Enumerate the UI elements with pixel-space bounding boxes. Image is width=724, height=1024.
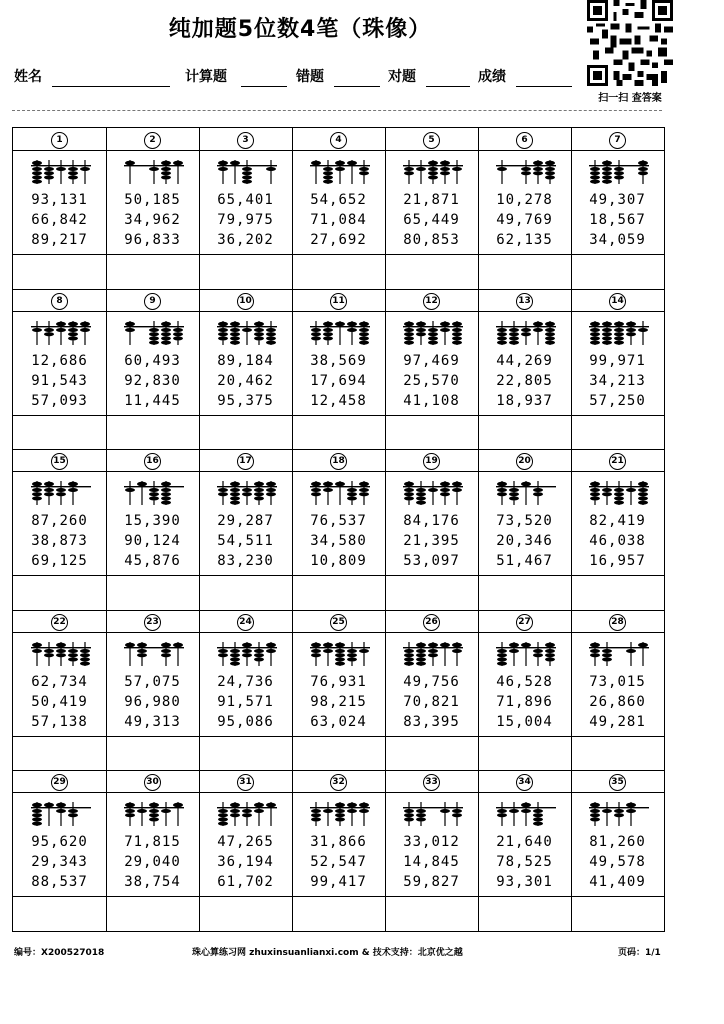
wrong-label: 错题	[296, 69, 324, 85]
addend-list	[385, 832, 478, 892]
addend-list	[199, 190, 292, 250]
addend-list	[106, 832, 199, 892]
answer-box[interactable]	[385, 896, 478, 930]
problem-cell	[571, 610, 664, 738]
addend-list	[199, 832, 292, 892]
problem-cell	[13, 128, 106, 256]
problem-cell	[478, 289, 571, 417]
right-label: 对题	[388, 69, 416, 85]
answer-box[interactable]	[199, 575, 292, 609]
footer-site: 珠心算练习网 zhuxinsuanlianxi.com & 技术支持：北京优之越	[192, 948, 463, 958]
addend-value: 10,809	[310, 553, 367, 570]
addend-value: 99,971	[589, 352, 646, 369]
problem-number: 27	[516, 614, 533, 631]
addend-value: 49,756	[403, 673, 460, 690]
addend-value: 38,754	[124, 874, 181, 891]
addend-value: 78,525	[496, 854, 553, 871]
addend-value: 49,313	[124, 713, 181, 730]
addend-value: 22,805	[496, 372, 553, 389]
problem-cell	[292, 128, 385, 256]
addend-value: 25,570	[403, 372, 460, 389]
addend-value: 38,873	[31, 533, 88, 550]
answer-box[interactable]	[292, 896, 385, 930]
addend-value: 36,202	[217, 232, 274, 248]
addend-list	[13, 511, 106, 571]
abacus-bead-icon	[478, 319, 571, 345]
addend-value: 93,131	[31, 192, 88, 208]
answer-box[interactable]	[385, 415, 478, 449]
answer-box[interactable]	[106, 254, 199, 288]
addend-value: 57,075	[124, 673, 181, 690]
addend-value: 98,215	[310, 693, 367, 710]
answer-box[interactable]	[571, 575, 664, 609]
addend-value: 49,769	[496, 212, 553, 228]
addend-list	[13, 190, 106, 250]
problem-cell	[292, 449, 385, 577]
addend-list	[571, 190, 664, 250]
abacus-bead-icon	[478, 640, 571, 666]
answer-box[interactable]	[199, 415, 292, 449]
answer-box[interactable]	[199, 736, 292, 770]
addend-value: 65,449	[403, 212, 460, 228]
abacus-bead-icon	[571, 319, 664, 345]
addend-value: 33,012	[403, 834, 460, 851]
addend-value: 34,059	[589, 232, 646, 248]
problem-cell	[478, 128, 571, 256]
addend-list	[385, 190, 478, 250]
addend-value: 59,827	[403, 874, 460, 891]
answer-box[interactable]	[571, 736, 664, 770]
problem-number: 4	[330, 132, 347, 149]
addend-value: 92,830	[124, 372, 181, 389]
abacus-bead-icon	[571, 800, 664, 826]
addend-list	[385, 351, 478, 411]
problem-number: 11	[330, 293, 347, 310]
answer-box[interactable]	[385, 254, 478, 288]
addend-value: 62,135	[496, 232, 553, 248]
problem-number: 5	[423, 132, 440, 149]
addend-value: 49,578	[589, 854, 646, 871]
answer-box[interactable]	[292, 575, 385, 609]
abacus-bead-icon	[292, 158, 385, 184]
addend-value: 21,871	[403, 192, 460, 208]
addend-value: 62,734	[31, 673, 88, 690]
answer-box[interactable]	[13, 575, 106, 609]
addend-value: 71,896	[496, 693, 553, 710]
problem-cell	[13, 770, 106, 898]
addend-value: 57,250	[589, 392, 646, 409]
problem-cell	[571, 289, 664, 417]
problem-number: 10	[237, 293, 254, 310]
addend-list	[571, 672, 664, 732]
addend-value: 69,125	[31, 553, 88, 570]
addend-list	[292, 672, 385, 732]
addend-value: 16,957	[589, 553, 646, 570]
problem-cell	[106, 770, 199, 898]
abacus-bead-icon	[199, 640, 292, 666]
addend-list	[292, 511, 385, 571]
addend-value: 54,511	[217, 533, 274, 550]
addend-list	[478, 672, 571, 732]
addend-list	[106, 190, 199, 250]
addend-value: 83,395	[403, 713, 460, 730]
addend-value: 24,736	[217, 673, 274, 690]
problem-number: 34	[516, 774, 533, 791]
addend-list	[106, 672, 199, 732]
addend-value: 10,278	[496, 192, 553, 208]
answer-box[interactable]	[106, 896, 199, 930]
abacus-bead-icon	[106, 158, 199, 184]
addend-value: 34,962	[124, 212, 181, 228]
addend-value: 54,652	[310, 192, 367, 208]
problem-number: 1	[51, 132, 68, 149]
answer-box[interactable]	[571, 254, 664, 288]
problem-cell	[199, 128, 292, 256]
addend-value: 99,417	[310, 874, 367, 891]
answer-box[interactable]	[292, 736, 385, 770]
abacus-bead-icon	[385, 479, 478, 505]
score-field[interactable]	[516, 86, 572, 87]
addend-value: 50,185	[124, 192, 181, 208]
addend-list	[106, 351, 199, 411]
problem-cell	[13, 610, 106, 738]
problem-cell	[292, 289, 385, 417]
wrong-field[interactable]	[334, 86, 380, 87]
addend-value: 91,571	[217, 693, 274, 710]
addend-value: 96,980	[124, 693, 181, 710]
problem-cell	[571, 770, 664, 898]
problem-number: 26	[423, 614, 440, 631]
problem-number: 22	[51, 614, 68, 631]
name-field[interactable]	[52, 86, 170, 87]
abacus-bead-icon	[385, 800, 478, 826]
abacus-bead-icon	[199, 158, 292, 184]
addend-list	[478, 511, 571, 571]
problem-number: 9	[144, 293, 161, 310]
footer-page: 页码：1/1	[618, 948, 661, 958]
abacus-bead-icon	[13, 640, 106, 666]
answer-box[interactable]	[13, 254, 106, 288]
problem-cell	[385, 128, 478, 256]
answer-box[interactable]	[13, 736, 106, 770]
problem-number: 28	[609, 614, 626, 631]
addend-value: 14,845	[403, 854, 460, 871]
addend-value: 91,543	[31, 372, 88, 389]
abacus-bead-icon	[13, 800, 106, 826]
addend-value: 90,124	[124, 533, 181, 550]
abacus-bead-icon	[106, 640, 199, 666]
addend-value: 51,467	[496, 553, 553, 570]
addend-value: 70,821	[403, 693, 460, 710]
abacus-bead-icon	[385, 158, 478, 184]
problem-cell	[478, 770, 571, 898]
addend-value: 38,569	[310, 352, 367, 369]
problem-cell	[199, 289, 292, 417]
addend-value: 45,876	[124, 553, 181, 570]
addend-list	[292, 190, 385, 250]
abacus-bead-icon	[478, 800, 571, 826]
calc-label: 计算题	[185, 69, 227, 85]
problem-number: 32	[330, 774, 347, 791]
addend-value: 57,093	[31, 392, 88, 409]
addend-value: 89,184	[217, 352, 274, 369]
addend-list	[199, 511, 292, 571]
problem-number: 12	[423, 293, 440, 310]
answer-box[interactable]	[292, 415, 385, 449]
problem-cell	[571, 128, 664, 256]
addend-list	[478, 832, 571, 892]
answer-box[interactable]	[478, 575, 571, 609]
addend-value: 46,528	[496, 673, 553, 690]
addend-value: 49,281	[589, 713, 646, 730]
addend-value: 83,230	[217, 553, 274, 570]
problem-number: 15	[51, 453, 68, 470]
addend-value: 18,937	[496, 392, 553, 409]
problem-cell	[385, 289, 478, 417]
problem-number: 35	[609, 774, 626, 791]
addend-value: 57,138	[31, 713, 88, 730]
problem-cell	[199, 610, 292, 738]
addend-value: 76,931	[310, 673, 367, 690]
addend-value: 65,401	[217, 192, 274, 208]
addend-value: 21,640	[496, 834, 553, 851]
addend-list	[571, 832, 664, 892]
addend-value: 71,815	[124, 834, 181, 851]
addend-value: 12,458	[310, 392, 367, 409]
problem-number: 16	[144, 453, 161, 470]
abacus-bead-icon	[199, 319, 292, 345]
problem-number: 20	[516, 453, 533, 470]
problem-number: 23	[144, 614, 161, 631]
problem-number: 17	[237, 453, 254, 470]
answer-box[interactable]	[571, 415, 664, 449]
problem-number: 2	[144, 132, 161, 149]
abacus-bead-icon	[292, 800, 385, 826]
problem-number: 25	[330, 614, 347, 631]
abacus-bead-icon	[13, 158, 106, 184]
problem-cell	[199, 770, 292, 898]
abacus-bead-icon	[199, 800, 292, 826]
addend-value: 95,620	[31, 834, 88, 851]
problem-number: 21	[609, 453, 626, 470]
addend-value: 95,086	[217, 713, 274, 730]
problem-cell	[106, 610, 199, 738]
problem-number: 13	[516, 293, 533, 310]
problem-cell	[106, 449, 199, 577]
addend-list	[106, 511, 199, 571]
qr-label: 扫一扫 查答案	[598, 93, 662, 104]
answer-box[interactable]	[478, 896, 571, 930]
addend-value: 87,260	[31, 513, 88, 530]
addend-list	[385, 672, 478, 732]
abacus-bead-icon	[478, 479, 571, 505]
addend-value: 20,346	[496, 533, 553, 550]
problem-number: 7	[609, 132, 626, 149]
addend-value: 93,301	[496, 874, 553, 891]
abacus-bead-icon	[478, 158, 571, 184]
answer-box[interactable]	[106, 575, 199, 609]
abacus-bead-icon	[199, 479, 292, 505]
addend-list	[199, 351, 292, 411]
problem-number: 18	[330, 453, 347, 470]
problem-cell	[385, 449, 478, 577]
answer-box[interactable]	[385, 736, 478, 770]
answer-box[interactable]	[571, 896, 664, 930]
addend-value: 34,213	[589, 372, 646, 389]
problem-number: 8	[51, 293, 68, 310]
addend-value: 29,040	[124, 854, 181, 871]
addend-value: 50,419	[31, 693, 88, 710]
abacus-bead-icon	[571, 640, 664, 666]
problem-number: 6	[516, 132, 533, 149]
problem-number: 19	[423, 453, 440, 470]
addend-list	[478, 190, 571, 250]
addend-list	[292, 351, 385, 411]
problem-cell	[106, 289, 199, 417]
problem-cell	[385, 770, 478, 898]
answer-box[interactable]	[478, 254, 571, 288]
abacus-bead-icon	[292, 479, 385, 505]
addend-value: 66,842	[31, 212, 88, 228]
addend-list	[571, 511, 664, 571]
problem-number: 24	[237, 614, 254, 631]
problem-number: 29	[51, 774, 68, 791]
addend-value: 73,520	[496, 513, 553, 530]
student-info-bar	[14, 66, 584, 90]
addend-value: 31,866	[310, 834, 367, 851]
problem-number: 31	[237, 774, 254, 791]
cut-line	[12, 110, 662, 111]
answer-box[interactable]	[106, 736, 199, 770]
addend-value: 79,975	[217, 212, 274, 228]
addend-value: 81,260	[589, 834, 646, 851]
abacus-bead-icon	[385, 640, 478, 666]
problem-cell	[292, 770, 385, 898]
right-field[interactable]	[426, 86, 470, 87]
problem-cell	[478, 610, 571, 738]
problem-cell	[106, 128, 199, 256]
abacus-bead-icon	[292, 319, 385, 345]
problem-number: 3	[237, 132, 254, 149]
addend-list	[571, 351, 664, 411]
footer-code: 编号：X200527018	[14, 948, 105, 958]
page-title: 纯加题5位数4笔（珠像）	[168, 17, 432, 42]
answer-box[interactable]	[13, 415, 106, 449]
addend-list	[199, 672, 292, 732]
addend-list	[13, 351, 106, 411]
answer-box[interactable]	[106, 415, 199, 449]
problem-cell	[199, 449, 292, 577]
abacus-bead-icon	[571, 158, 664, 184]
addend-value: 46,038	[589, 533, 646, 550]
addend-value: 71,084	[310, 212, 367, 228]
addend-value: 95,375	[217, 392, 274, 409]
addend-value: 76,537	[310, 513, 367, 530]
problem-cell	[13, 289, 106, 417]
addend-value: 80,853	[403, 232, 460, 248]
addend-value: 61,702	[217, 874, 274, 891]
answer-box[interactable]	[478, 415, 571, 449]
abacus-bead-icon	[106, 319, 199, 345]
qr-code-icon[interactable]	[584, 0, 676, 86]
addend-value: 15,390	[124, 513, 181, 530]
addend-value: 60,493	[124, 352, 181, 369]
problem-cell	[478, 449, 571, 577]
answer-box[interactable]	[13, 896, 106, 930]
problem-cell	[385, 610, 478, 738]
addend-value: 52,547	[310, 854, 367, 871]
addend-value: 11,445	[124, 392, 181, 409]
answer-box[interactable]	[385, 575, 478, 609]
abacus-bead-icon	[13, 319, 106, 345]
abacus-bead-icon	[571, 479, 664, 505]
problem-cell	[292, 610, 385, 738]
abacus-bead-icon	[385, 319, 478, 345]
answer-box[interactable]	[292, 254, 385, 288]
addend-value: 34,580	[310, 533, 367, 550]
problem-cell	[13, 449, 106, 577]
addend-value: 36,194	[217, 854, 274, 871]
addend-list	[385, 511, 478, 571]
addend-list	[13, 672, 106, 732]
addend-list	[13, 832, 106, 892]
problem-grid	[12, 127, 665, 932]
problem-cell	[571, 449, 664, 577]
abacus-bead-icon	[106, 479, 199, 505]
addend-value: 29,287	[217, 513, 274, 530]
addend-value: 12,686	[31, 352, 88, 369]
addend-value: 44,269	[496, 352, 553, 369]
answer-box[interactable]	[199, 896, 292, 930]
addend-value: 21,395	[403, 533, 460, 550]
addend-value: 26,860	[589, 693, 646, 710]
addend-value: 47,265	[217, 834, 274, 851]
problem-number: 14	[609, 293, 626, 310]
answer-box[interactable]	[199, 254, 292, 288]
problem-number: 30	[144, 774, 161, 791]
addend-list	[292, 832, 385, 892]
addend-value: 73,015	[589, 673, 646, 690]
addend-value: 96,833	[124, 232, 181, 248]
abacus-bead-icon	[106, 800, 199, 826]
addend-value: 27,692	[310, 232, 367, 248]
addend-value: 84,176	[403, 513, 460, 530]
addend-list	[478, 351, 571, 411]
addend-value: 18,567	[589, 212, 646, 228]
abacus-bead-icon	[292, 640, 385, 666]
addend-value: 41,409	[589, 874, 646, 891]
addend-value: 20,462	[217, 372, 274, 389]
score-label: 成绩	[478, 69, 506, 85]
problem-number: 33	[423, 774, 440, 791]
addend-value: 49,307	[589, 192, 646, 208]
addend-value: 89,217	[31, 232, 88, 248]
calc-field[interactable]	[241, 86, 287, 87]
addend-value: 41,108	[403, 392, 460, 409]
addend-value: 63,024	[310, 713, 367, 730]
addend-value: 88,537	[31, 874, 88, 891]
addend-value: 17,694	[310, 372, 367, 389]
addend-value: 82,419	[589, 513, 646, 530]
addend-value: 97,469	[403, 352, 460, 369]
name-label: 姓名	[14, 69, 42, 85]
addend-value: 29,343	[31, 854, 88, 871]
addend-value: 15,004	[496, 713, 553, 730]
abacus-bead-icon	[13, 479, 106, 505]
addend-value: 53,097	[403, 553, 460, 570]
answer-box[interactable]	[478, 736, 571, 770]
